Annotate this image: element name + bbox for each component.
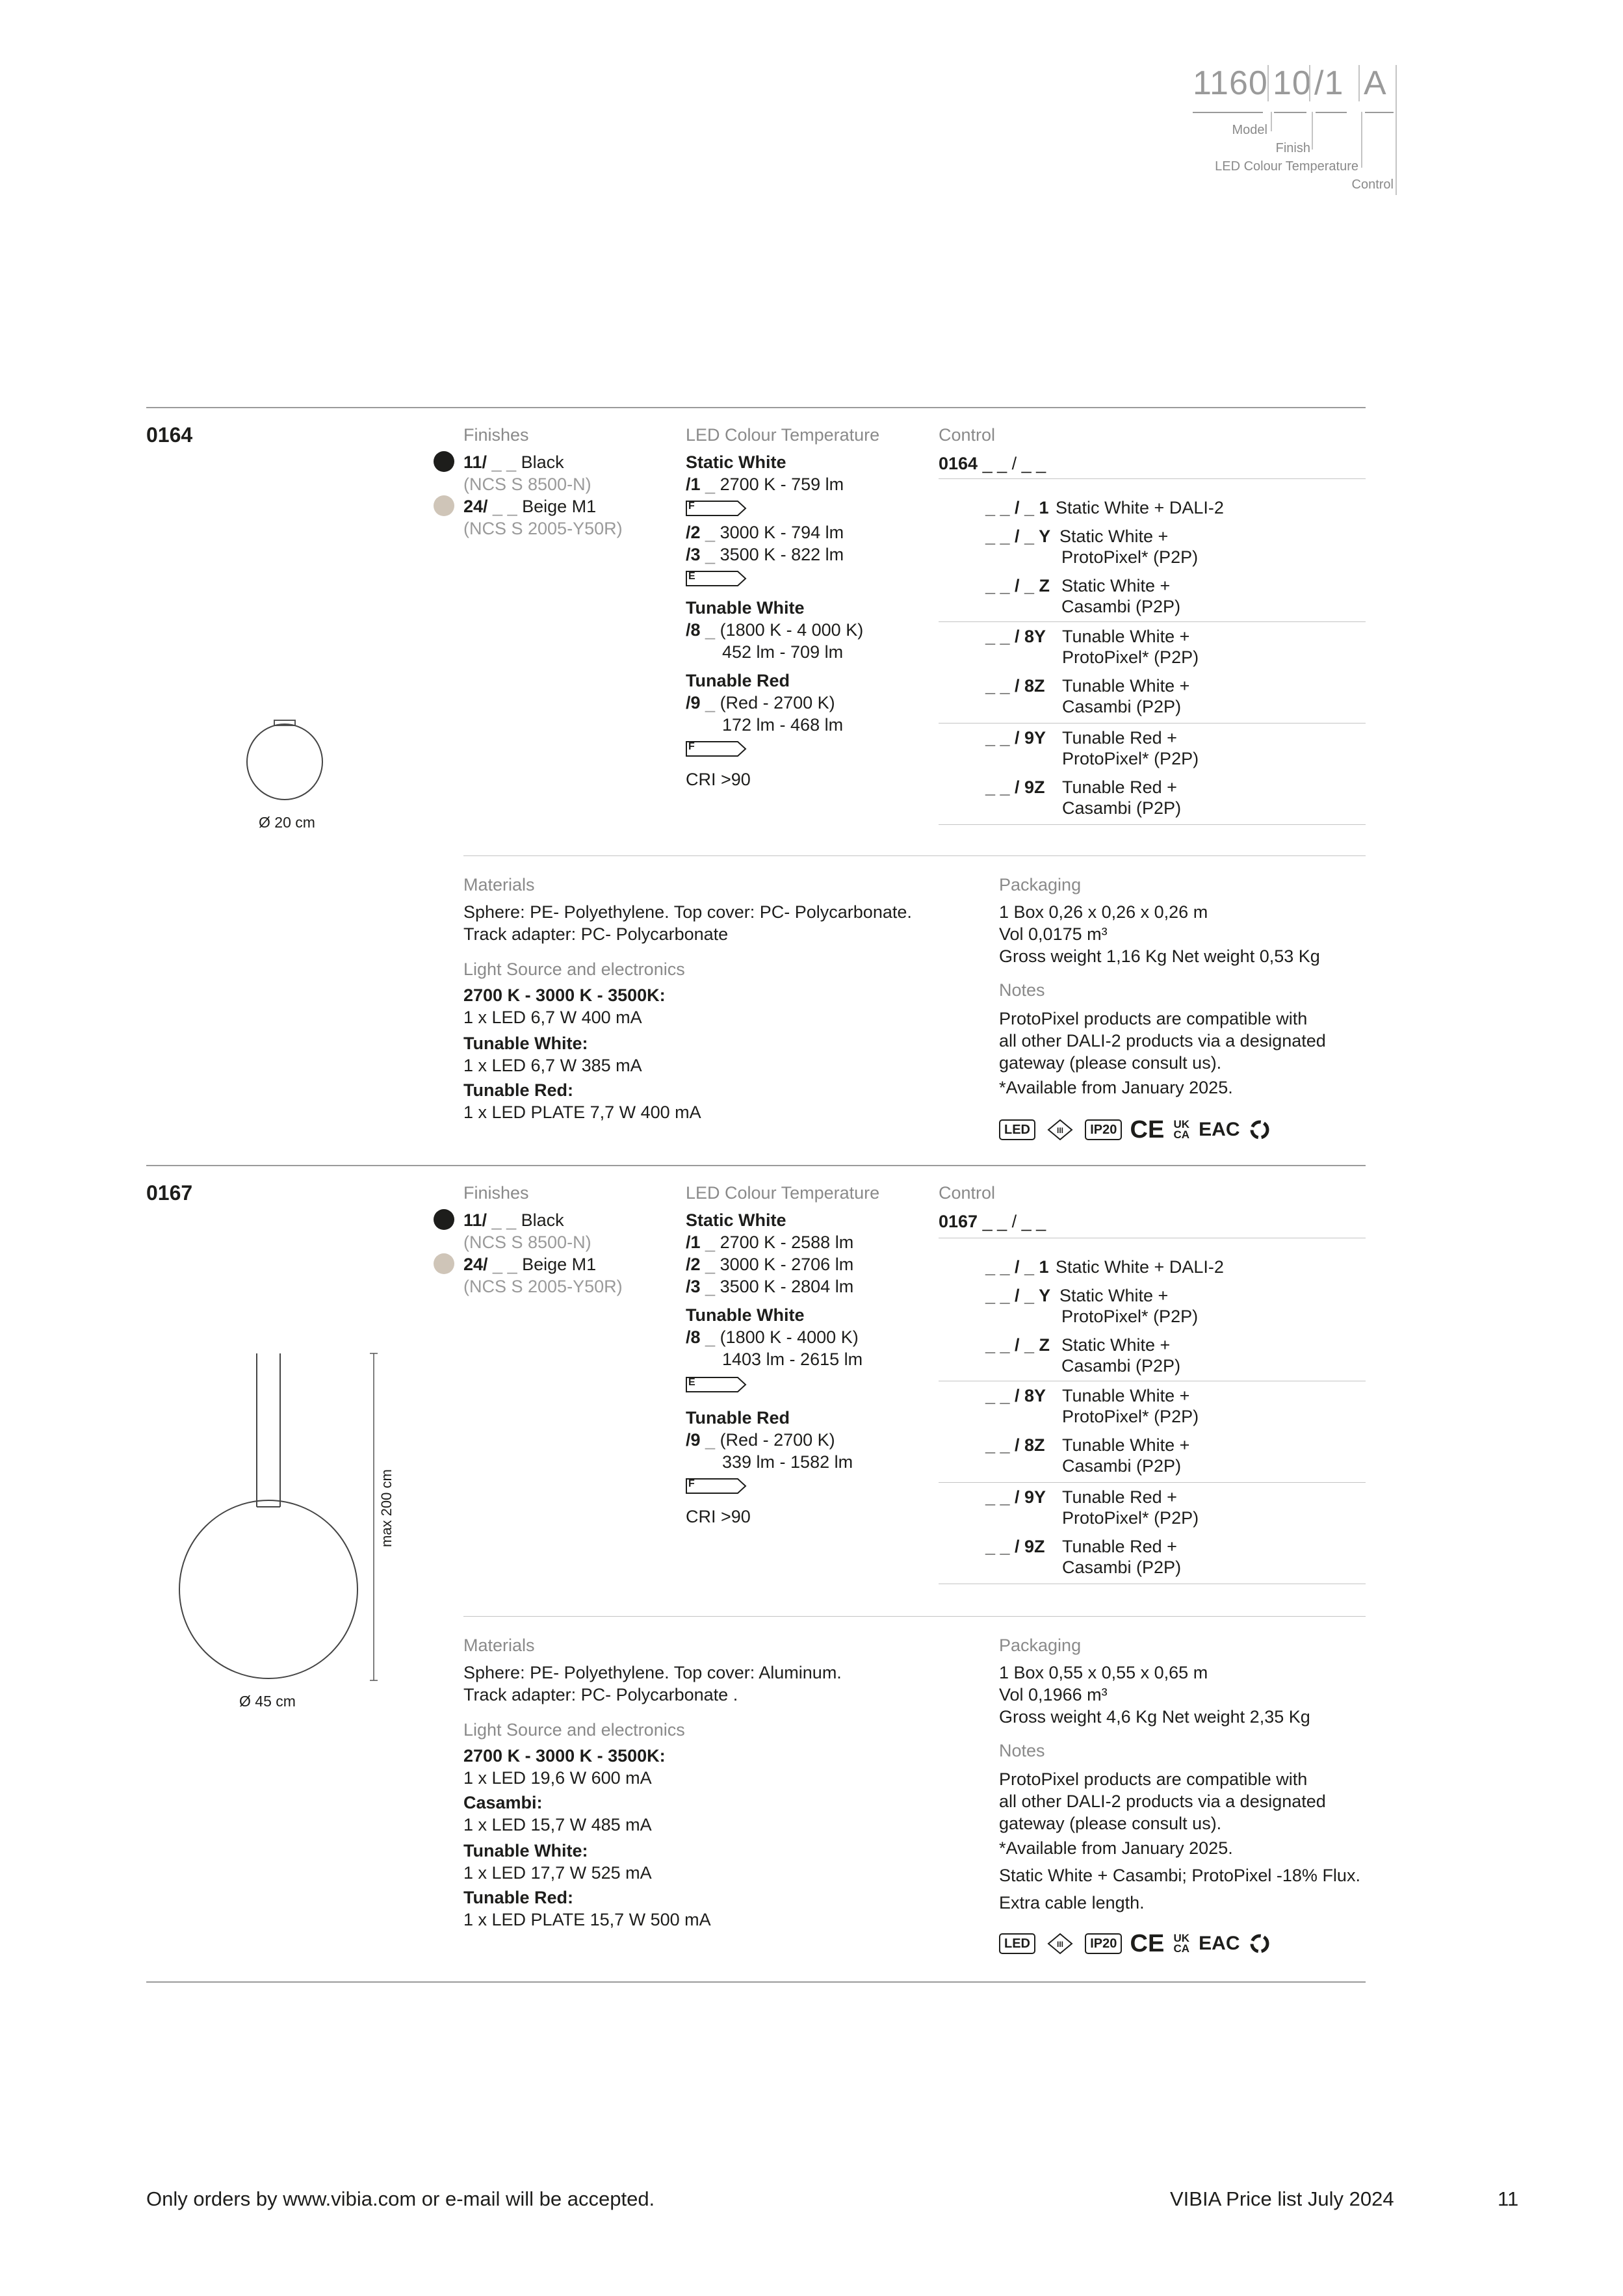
eac-mark: EAC [1199, 1119, 1240, 1140]
led-temp-heading: LED Colour Temperature [686, 1183, 880, 1203]
notes-line: all other DALI-2 products via a designated [999, 1792, 1326, 1811]
eac-mark: EAC [1199, 1933, 1240, 1954]
control-option-code: _ _ / _ Z [985, 1335, 1050, 1355]
control-option-desc: Tunable Red + [1062, 1537, 1177, 1556]
led-badge: LED [999, 1933, 1035, 1954]
ip-rating-badge: IP20 [1085, 1933, 1122, 1954]
notes-heading: Notes [999, 980, 1045, 1000]
legend-finish-code: 10 [1267, 65, 1312, 101]
led-row: /1 _ 2700 K - 759 lm [686, 475, 844, 494]
materials-line: Sphere: PE- Polyethylene. Top cover: PC- Polycarbonate. [463, 902, 912, 922]
led-lumen-range: 339 lm - 1582 lm [722, 1452, 853, 1472]
control-option-desc: Casambi (P2P) [1062, 697, 1182, 716]
legend-control-label: Control [1351, 177, 1394, 192]
packaging-heading: Packaging [999, 875, 1082, 894]
ce-mark: CE [1130, 1930, 1165, 1957]
ce-mark: CE [1130, 1116, 1165, 1143]
notes-line: gateway (please consult us). [999, 1053, 1222, 1073]
light-source-title: Tunable Red: [463, 1888, 574, 1907]
finish-item: 11/ _ _ Black [463, 1210, 564, 1230]
notes-line: Static White + Casambi; ProtoPixel -18% Flux. [999, 1866, 1360, 1885]
led-row: /9 _ (Red - 2700 K) [686, 1430, 835, 1450]
control-option-code: _ _ / _ Y [985, 1286, 1051, 1305]
control-option-desc: Tunable Red + [1062, 728, 1177, 748]
led-row: /2 _ 3000 K - 2706 lm [686, 1255, 854, 1274]
ip-rating-badge: IP20 [1085, 1119, 1122, 1140]
control-option-desc: Static White + [1061, 1335, 1171, 1355]
control-option-desc: Tunable White + [1062, 627, 1190, 646]
legend-temp-label: LED Colour Temperature [1215, 159, 1358, 174]
finish-ncs: (NCS S 2005-Y50R) [463, 519, 623, 538]
control-heading: Control [939, 425, 996, 445]
control-option-desc: Tunable White + [1062, 676, 1190, 696]
static-white-title: Static White [686, 452, 786, 472]
led-row: /3 _ 3500 K - 822 lm [686, 545, 844, 564]
led-badge: LED [999, 1119, 1035, 1140]
footer-brand: VIBIA Price list July 2024 [1170, 2187, 1394, 2210]
materials-line: Track adapter: PC- Polycarbonate [463, 924, 729, 944]
notes-line: Extra cable length. [999, 1893, 1145, 1912]
finish-ncs: (NCS S 8500-N) [463, 475, 591, 494]
led-row: /1 _ 2700 K - 2588 lm [686, 1233, 854, 1252]
light-source-title: Tunable White: [463, 1841, 588, 1860]
control-heading: Control [939, 1183, 996, 1203]
finish-ncs: (NCS S 8500-N) [463, 1233, 591, 1252]
footer-order-note: Only orders by www.vibia.com or e-mail will be accepted. [146, 2187, 655, 2210]
cri-value: CRI >90 [686, 1507, 751, 1526]
materials-heading: Materials [463, 875, 535, 894]
packaging-line: 1 Box 0,55 x 0,55 x 0,65 m [999, 1663, 1208, 1682]
control-option-desc: Static White + [1059, 527, 1169, 546]
dimension-label: Ø 20 cm [259, 814, 315, 831]
page-number: 11 [1498, 2187, 1519, 2210]
notes-line: all other DALI-2 products via a designated [999, 1031, 1326, 1050]
finish-item: 11/ _ _ Black [463, 452, 564, 472]
notes-line: ProtoPixel products are compatible with [999, 1769, 1308, 1789]
control-option-desc: Static White + DALI-2 [1056, 498, 1224, 517]
led-lumen-range: 1403 lm - 2615 lm [722, 1350, 863, 1369]
dimension-label: Ø 45 cm [239, 1693, 296, 1710]
product-code: 0164 [146, 423, 193, 447]
led-row: /9 _ (Red - 2700 K) [686, 693, 835, 712]
control-option-desc: ProtoPixel* (P2P) [1062, 1508, 1199, 1528]
packaging-line: Gross weight 4,6 Kg Net weight 2,35 Kg [999, 1707, 1310, 1727]
materials-line: Sphere: PE- Polyethylene. Top cover: Aluminum. [463, 1663, 842, 1682]
control-option-desc: Casambi (P2P) [1061, 597, 1181, 616]
light-source-spec: 1 x LED PLATE 15,7 W 500 mA [463, 1910, 711, 1929]
control-option-desc: Tunable White + [1062, 1435, 1190, 1455]
height-label: max 200 cm [378, 1469, 395, 1547]
tunable-red-title: Tunable Red [686, 671, 790, 690]
packaging-line: Vol 0,1966 m³ [999, 1685, 1108, 1704]
control-option-desc: Tunable Red + [1062, 777, 1177, 797]
led-lumen-range: 172 lm - 468 lm [722, 715, 844, 735]
class-iii-icon [1046, 1118, 1074, 1141]
light-source-spec: 1 x LED 17,7 W 525 mA [463, 1863, 652, 1883]
control-option-desc: Static White + [1059, 1286, 1169, 1305]
control-option-desc: Casambi (P2P) [1061, 1356, 1181, 1376]
tunable-red-title: Tunable Red [686, 1408, 790, 1428]
finish-item: 24/ _ _ Beige M1 [463, 1255, 597, 1274]
led-lumen-range: 452 lm - 709 lm [722, 642, 844, 662]
legend-model-code: 1160 [1193, 64, 1268, 102]
certification-row [999, 1118, 1270, 1141]
light-source-spec: 1 x LED 6,7 W 400 mA [463, 1008, 642, 1027]
finish-swatch-black [434, 1209, 454, 1230]
pendant-sphere-drawing [175, 1352, 409, 1690]
class-iii-icon [1046, 1932, 1074, 1955]
control-option-code: _ _ / 9Z [985, 777, 1045, 797]
control-option-desc: Casambi (P2P) [1062, 798, 1182, 818]
led-temp-heading: LED Colour Temperature [686, 425, 880, 445]
notes-line: *Available from January 2025. [999, 1838, 1233, 1858]
notes-heading: Notes [999, 1741, 1045, 1760]
control-option-desc: ProtoPixel* (P2P) [1062, 1407, 1199, 1426]
sphere-lamp-small-drawing [240, 715, 331, 819]
control-option-desc: Tunable White + [1062, 1386, 1190, 1405]
ukca-mark: UK CA [1173, 1118, 1190, 1141]
control-pattern: 0164 _ _ / _ _ [939, 454, 1046, 473]
energy-label-badge: F [686, 741, 740, 759]
control-option-code: _ _ / 8Z [985, 1435, 1045, 1455]
energy-label-badge: F [686, 501, 740, 518]
light-source-spec: 1 x LED 19,6 W 600 mA [463, 1768, 652, 1788]
tunable-white-title: Tunable White [686, 1305, 805, 1325]
control-option-desc: ProtoPixel* (P2P) [1061, 1307, 1199, 1326]
ukca-mark: UK CA [1173, 1932, 1190, 1955]
product-code: 0167 [146, 1181, 193, 1205]
light-source-spec: 1 x LED 15,7 W 485 mA [463, 1815, 652, 1834]
control-option-code: _ _ / 8Z [985, 676, 1045, 696]
control-option-desc: Static White + DALI-2 [1056, 1257, 1224, 1277]
control-option-desc: Casambi (P2P) [1062, 1456, 1182, 1476]
control-option-code: _ _ / _ Z [985, 576, 1050, 595]
tunable-white-title: Tunable White [686, 598, 805, 618]
recycle-icon [1249, 1119, 1270, 1140]
energy-label-badge: E [686, 1377, 740, 1394]
legend-control-code: A [1358, 65, 1387, 101]
led-row: /8 _ (1800 K - 4000 K) [686, 1327, 859, 1347]
control-option-code: _ _ / 8Y [985, 627, 1046, 646]
code-legend [1144, 65, 1397, 195]
control-option-code: _ _ / 9Y [985, 1487, 1046, 1507]
packaging-line: Vol 0,0175 m³ [999, 924, 1108, 944]
control-option-desc: ProtoPixel* (P2P) [1061, 547, 1199, 567]
finish-swatch-beige [434, 1253, 454, 1274]
legend-model-label: Model [1232, 123, 1267, 137]
light-source-title: Casambi: [463, 1793, 543, 1812]
light-source-heading: Light Source and electronics [463, 959, 685, 979]
finish-swatch-beige [434, 495, 454, 516]
light-source-spec: 1 x LED PLATE 7,7 W 400 mA [463, 1102, 701, 1122]
light-source-title: 2700 K - 3000 K - 3500K: [463, 1746, 666, 1766]
finish-swatch-black [434, 451, 454, 472]
light-source-heading: Light Source and electronics [463, 1720, 685, 1740]
svg-text:III: III [1057, 1940, 1064, 1949]
recycle-icon [1249, 1933, 1270, 1954]
packaging-line: Gross weight 1,16 Kg Net weight 0,53 Kg [999, 946, 1320, 966]
svg-text:III: III [1057, 1126, 1064, 1135]
certification-row [999, 1932, 1270, 1955]
led-row: /2 _ 3000 K - 794 lm [686, 523, 844, 542]
energy-label-badge: E [686, 571, 740, 588]
control-option-code: _ _ / _ 1 [985, 1257, 1049, 1277]
control-option-desc: Casambi (P2P) [1062, 1558, 1182, 1577]
light-source-title: Tunable White: [463, 1034, 588, 1053]
control-option-desc: ProtoPixel* (P2P) [1062, 749, 1199, 768]
notes-line: ProtoPixel products are compatible with [999, 1009, 1308, 1028]
cri-value: CRI >90 [686, 770, 751, 789]
legend-finish-label: Finish [1275, 141, 1310, 155]
packaging-line: 1 Box 0,26 x 0,26 x 0,26 m [999, 902, 1208, 922]
led-row: /3 _ 3500 K - 2804 lm [686, 1277, 854, 1296]
finish-item: 24/ _ _ Beige M1 [463, 497, 597, 516]
control-option-code: _ _ / _ Y [985, 527, 1051, 546]
static-white-title: Static White [686, 1210, 786, 1230]
finishes-heading: Finishes [463, 425, 529, 445]
finishes-heading: Finishes [463, 1183, 529, 1203]
materials-heading: Materials [463, 1636, 535, 1655]
control-option-code: _ _ / 8Y [985, 1386, 1046, 1405]
control-option-desc: ProtoPixel* (P2P) [1062, 647, 1199, 667]
light-source-title: Tunable Red: [463, 1080, 574, 1100]
materials-line: Track adapter: PC- Polycarbonate . [463, 1685, 738, 1704]
packaging-heading: Packaging [999, 1636, 1082, 1655]
control-pattern: 0167 _ _ / _ _ [939, 1212, 1046, 1231]
control-option-desc: Tunable Red + [1062, 1487, 1177, 1507]
led-row: /8 _ (1800 K - 4 000 K) [686, 620, 864, 640]
control-option-code: _ _ / 9Z [985, 1537, 1045, 1556]
light-source-title: 2700 K - 3000 K - 3500K: [463, 985, 666, 1005]
legend-temp-code: /1 [1309, 65, 1344, 101]
notes-line: gateway (please consult us). [999, 1814, 1222, 1833]
light-source-spec: 1 x LED 6,7 W 385 mA [463, 1056, 642, 1075]
energy-label-badge: F [686, 1478, 740, 1496]
control-option-code: _ _ / _ 1 [985, 498, 1049, 517]
finish-ncs: (NCS S 2005-Y50R) [463, 1277, 623, 1296]
control-option-code: _ _ / 9Y [985, 728, 1046, 748]
notes-line: *Available from January 2025. [999, 1078, 1233, 1097]
control-option-desc: Static White + [1061, 576, 1171, 595]
